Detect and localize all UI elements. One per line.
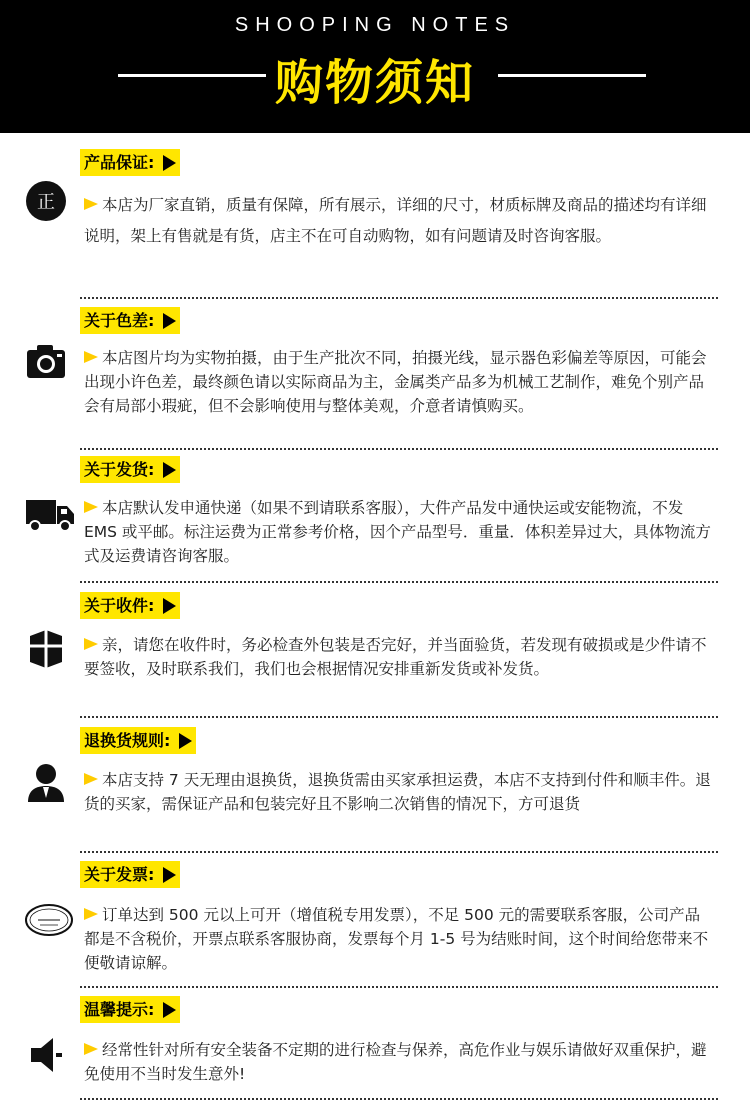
svg-text:正: 正 — [37, 192, 55, 213]
section-text: 本店默认发申通快递（如果不到请联系客服），大件产品发中通快运或安能物流，不发 EMS 或平邮。标注运费为正常参考价格，因个产品型号．重量．体积差异过大，具体物流方式及运费请咨询客服。 — [84, 499, 711, 565]
title-rule-right — [498, 74, 646, 77]
section-label: 关于发票: — [80, 861, 180, 888]
play-arrow-icon — [163, 313, 176, 329]
play-arrow-icon — [179, 733, 192, 749]
section-label: 关于收件: — [80, 592, 180, 619]
section-text: 本店支持 7 天无理由退换货，退换货需由买家承担运费，本店不支持到付件和顺丰件。退货的买家，需保证产品和包装完好且不影响二次销售的情况下，方可退货 — [84, 771, 711, 813]
dotted-divider — [80, 851, 718, 853]
dotted-divider — [80, 986, 718, 988]
speaker-icon — [25, 1034, 67, 1076]
package-icon — [25, 628, 67, 670]
section-label: 产品保证: — [80, 149, 180, 176]
section-text: 订单达到 500 元以上可开（增值税专用发票），不足 500 元的需要联系客服，公司产品都是不含税价，开票点联系客服协商，发票每个月 1-5 号为结账时间，这个时间给您带来不便敬请谅解。 — [84, 906, 709, 972]
customer-service-icon — [25, 762, 67, 804]
bullet-arrow-icon — [84, 1043, 98, 1055]
dotted-divider — [80, 716, 718, 718]
section-label: 关于发货: — [80, 456, 180, 483]
english-title: SHOOPING NOTES — [234, 14, 516, 36]
page-title: 购物须知 — [274, 55, 475, 111]
invoice-stamp-icon — [24, 902, 74, 938]
play-arrow-icon — [163, 462, 176, 478]
dotted-divider — [80, 297, 718, 299]
zheng-badge-icon — [25, 180, 67, 222]
play-arrow-icon — [163, 155, 176, 171]
play-arrow-icon — [163, 598, 176, 614]
section-label: 温馨提示: — [80, 996, 180, 1023]
page-header — [0, 0, 750, 133]
camera-icon — [25, 340, 67, 382]
section-text: 本店图片均为实物拍摄，由于生产批次不同，拍摄光线，显示器色彩偏差等原因，可能会出现小许色差，最终颜色请以实际商品为主，金属类产品多为机械工艺制作，难免个别产品会有局部小瑕疵，但不会影响使用与整体美观，介意者请慎购买。 — [84, 349, 707, 415]
section-label: 退换货规则: — [80, 727, 196, 754]
section-text: 本店为厂家直销，质量有保障，所有展示，详细的尺寸，材质标牌及商品的描述均有详细说明，架上有售就是有货，店主不在可自动购物，如有问题请及时咨询客服。 — [84, 196, 707, 245]
bullet-arrow-icon — [84, 351, 98, 363]
section-text: 经常性针对所有安全装备不定期的进行检查与保养，高危作业与娱乐请做好双重保护，避免使用不当时发生意外! — [84, 1041, 707, 1083]
play-arrow-icon — [163, 867, 176, 883]
bullet-arrow-icon — [84, 773, 98, 785]
dotted-divider — [80, 1098, 718, 1100]
bullet-arrow-icon — [84, 501, 98, 513]
section-label: 关于色差: — [80, 307, 180, 334]
play-arrow-icon — [163, 1002, 176, 1018]
bullet-arrow-icon — [84, 638, 98, 650]
dotted-divider — [80, 581, 718, 583]
bullet-arrow-icon — [84, 908, 98, 920]
section-text: 亲，请您在收件时，务必检查外包装是否完好，并当面验货，若发现有破损或是少件请不要签收，及时联系我们，我们也会根据情况安排重新发货或补发货。 — [84, 636, 707, 678]
dotted-divider — [80, 448, 718, 450]
bullet-arrow-icon — [84, 198, 98, 210]
truck-icon — [25, 496, 75, 532]
